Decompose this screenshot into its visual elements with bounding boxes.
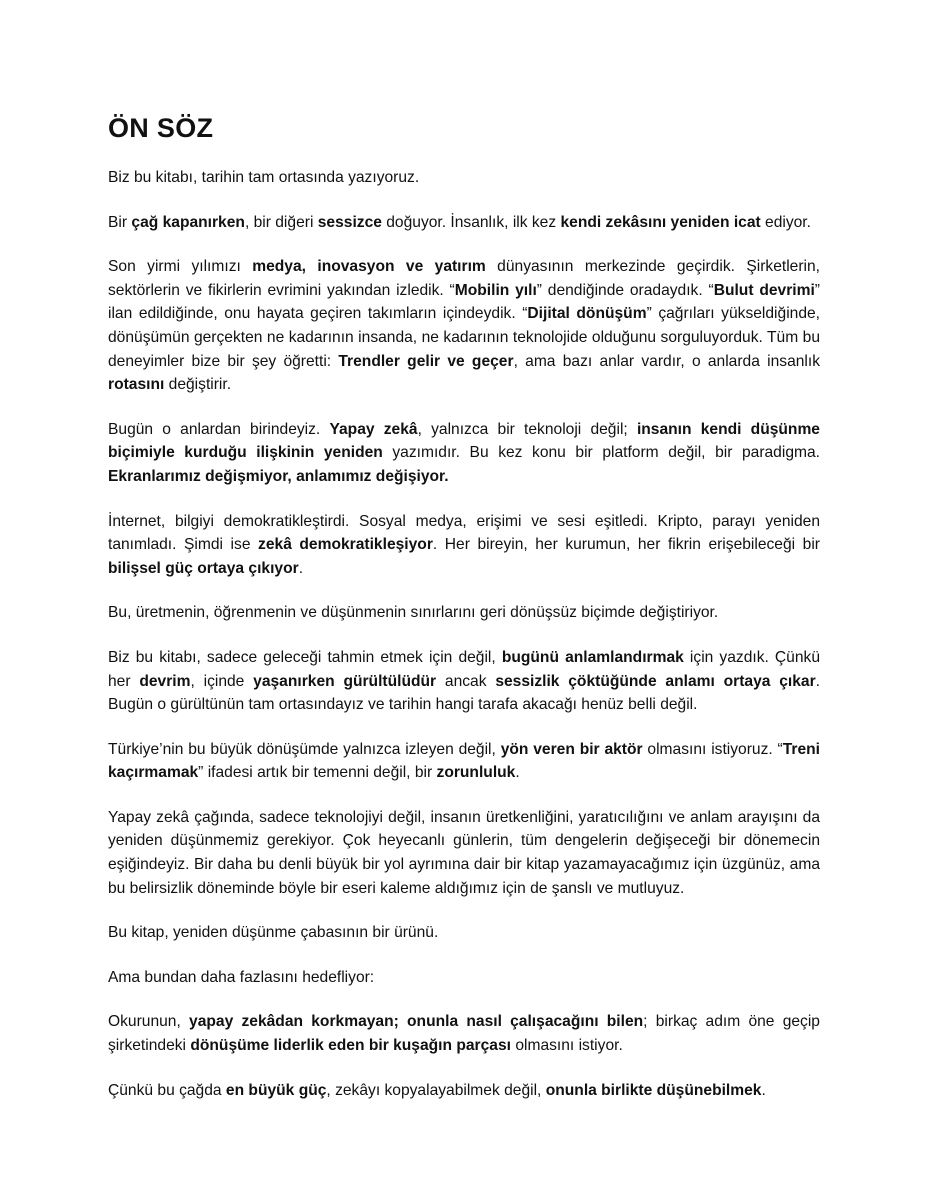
document-page [108,112,820,1123]
body-paragraph [108,738,820,785]
body-paragraph [108,211,820,235]
text-run: dünyasının merkezinde geçirdik. Şirketlerin, sektörlerin ve fikirlerin evrimini yakından izledik. “ [108,258,821,299]
text-run: Son yirmi yılımızı [108,258,253,276]
body-paragraph [108,510,820,581]
text-run: Çünkü bu çağda [108,1081,226,1099]
text-run: . [761,1081,766,1099]
text-run: için yazdık. Çünkü her [108,648,821,690]
text-run: . [515,764,520,782]
text-run: değiştirir. [164,376,232,394]
bold-text: yaşanırken gürültülüdür [253,672,437,690]
bold-text: sessizce [317,213,382,231]
text-run: , bir diğeri [244,213,318,231]
text-run: olmasını istiyoruz. “ [642,740,783,758]
bold-text: Mobilin yılı [454,281,537,299]
text-run: ” ilan edildiğinde, onu hayata geçiren takımların içindeydik. “ [108,281,820,323]
text-run: İnternet, bilgiyi demokratikleştirdi. Sosyal medya, erişimi ve sesi eşitledi. Kripto, parayı yeniden tanımladı. Şimdi ise [108,512,820,554]
text-run: ” çağrıları yükseldiğinde, dönüşümün gerçekten ne kadarının insanda, ne kadarının teknolojide olduğunu sorguluyorduk. Tüm bu deneyimler bize bir şey öğretti: [108,305,821,370]
document-body [108,166,820,1102]
text-run: ediyor. [760,213,811,231]
text-run: olmasını istiyor. [510,1037,623,1055]
bold-text: devrim [139,672,191,690]
bold-text: onunla birlikte düşünebilmek [545,1081,762,1099]
bold-text: dönüşüme liderlik eden bir kuşağın parçası [190,1037,511,1055]
text-run: Ama bundan daha fazlasını hedefliyor: [108,968,375,986]
body-paragraph [108,966,820,990]
bold-text: rotasını [108,376,165,394]
body-paragraph [108,255,820,397]
bold-text: Ekranlarımız değişmiyor, anlamımız değişiyor. [108,467,449,485]
text-run: Okurunun, [108,1013,190,1031]
text-run: , ama bazı anlar vardır, o anlarda insanlık [513,352,821,370]
text-run: Yapay zekâ çağında, sadece teknolojiyi değil, insanın üretkenliğini, yaratıcılığını ve anlam arayışını da yeniden düşünmemiz gerekiyor. Çok heyecanlı günlerin, tüm dengelerin değişeceği bir dönemecin eşiğindeyiz. Bir daha bu denli büyük bir yol ayrımına dair bir kitap yazamayacağımız için üzgünüz, ama bu belirsizlik döneminde böyle bir eseri kaleme aldığımız için de şanslı ve mutluyuz. [108,808,820,897]
text-run: . Her bireyin, her kurumun, her fikrin erişebileceği bir [432,536,820,554]
bold-text: zorunluluk [436,764,516,782]
bold-text: Dijital dönüşüm [527,305,647,323]
text-run: . Bugün o gürültünün tam ortasındayız ve tarihin hangi tarafa akacağı henüz belli değil. [108,672,820,714]
bold-text: Treni kaçırmamak [108,740,821,782]
bold-text: bugünü anlamlandırmak [501,648,684,666]
body-paragraph [108,1010,820,1057]
body-paragraph [108,646,820,717]
text-run: ” dendiğinde oradaydık. “ [536,281,714,299]
bold-text: sessizlik çöktüğünde anlamı ortaya çıkar [495,672,816,690]
text-run: , içinde [190,672,254,690]
bold-text: Yapay zekâ [329,420,418,438]
text-run: ; birkaç adım öne geçip şirketindeki [108,1013,820,1055]
bold-text: yapay zekâdan korkmayan; onunla nasıl çalışacağını bilen [189,1013,644,1031]
text-run: Bu kitap, yeniden düşünme çabasının bir ürünü. [108,924,439,942]
text-run: . [298,559,304,577]
text-run: , yalnızca bir teknoloji değil; [417,420,637,438]
body-paragraph [108,921,820,945]
bold-text: medya, inovasyon ve yatırım [252,258,486,276]
bold-text: yön veren bir aktör [500,740,643,758]
bold-text: bilişsel güç ortaya çıkıyor [108,559,299,577]
bold-text: en büyük güç [225,1081,327,1099]
body-paragraph [108,418,820,489]
text-run: Bu, üretmenin, öğrenmenin ve düşünmenin sınırlarını geri dönüşsüz biçimde değiştiriyor. [108,604,719,622]
page-title: ÖN SÖZ [108,113,214,143]
text-run: yazımıdır. Bu kez konu bir platform değil, bir paradigma. [382,444,820,462]
bold-text: kendi zekâsını yeniden icat [560,213,761,231]
body-paragraph [108,601,820,625]
text-run: ” ifadesi artık bir temenni değil, bir [198,764,437,782]
bold-text: insanın kendi düşünme biçimiyle kurduğu ilişkinin yeniden [108,420,820,462]
bold-text: zekâ demokratikleşiyor [258,536,433,554]
text-run: Türkiye’nin bu büyük dönüşümde yalnızca izleyen değil, [108,740,501,758]
text-run: ancak [436,672,496,690]
body-paragraph [108,1079,820,1103]
bold-text: Trendler gelir ve geçer [338,352,514,370]
body-paragraph [108,166,820,190]
text-run: Bugün o anlardan birindeyiz. [108,420,330,438]
text-run: Biz bu kitabı, sadece geleceği tahmin etmek için değil, [108,648,502,666]
text-run: , zekâyı kopyalayabilmek değil, [326,1081,546,1099]
bold-text: çağ kapanırken [131,213,245,231]
bold-text: Bulut devrimi [713,281,815,299]
text-run: Bir [108,213,132,231]
text-run: Biz bu kitabı, tarihin tam ortasında yazıyoruz. [108,169,420,186]
body-paragraph [108,806,820,900]
text-run: doğuyor. İnsanlık, ilk kez [381,213,561,231]
